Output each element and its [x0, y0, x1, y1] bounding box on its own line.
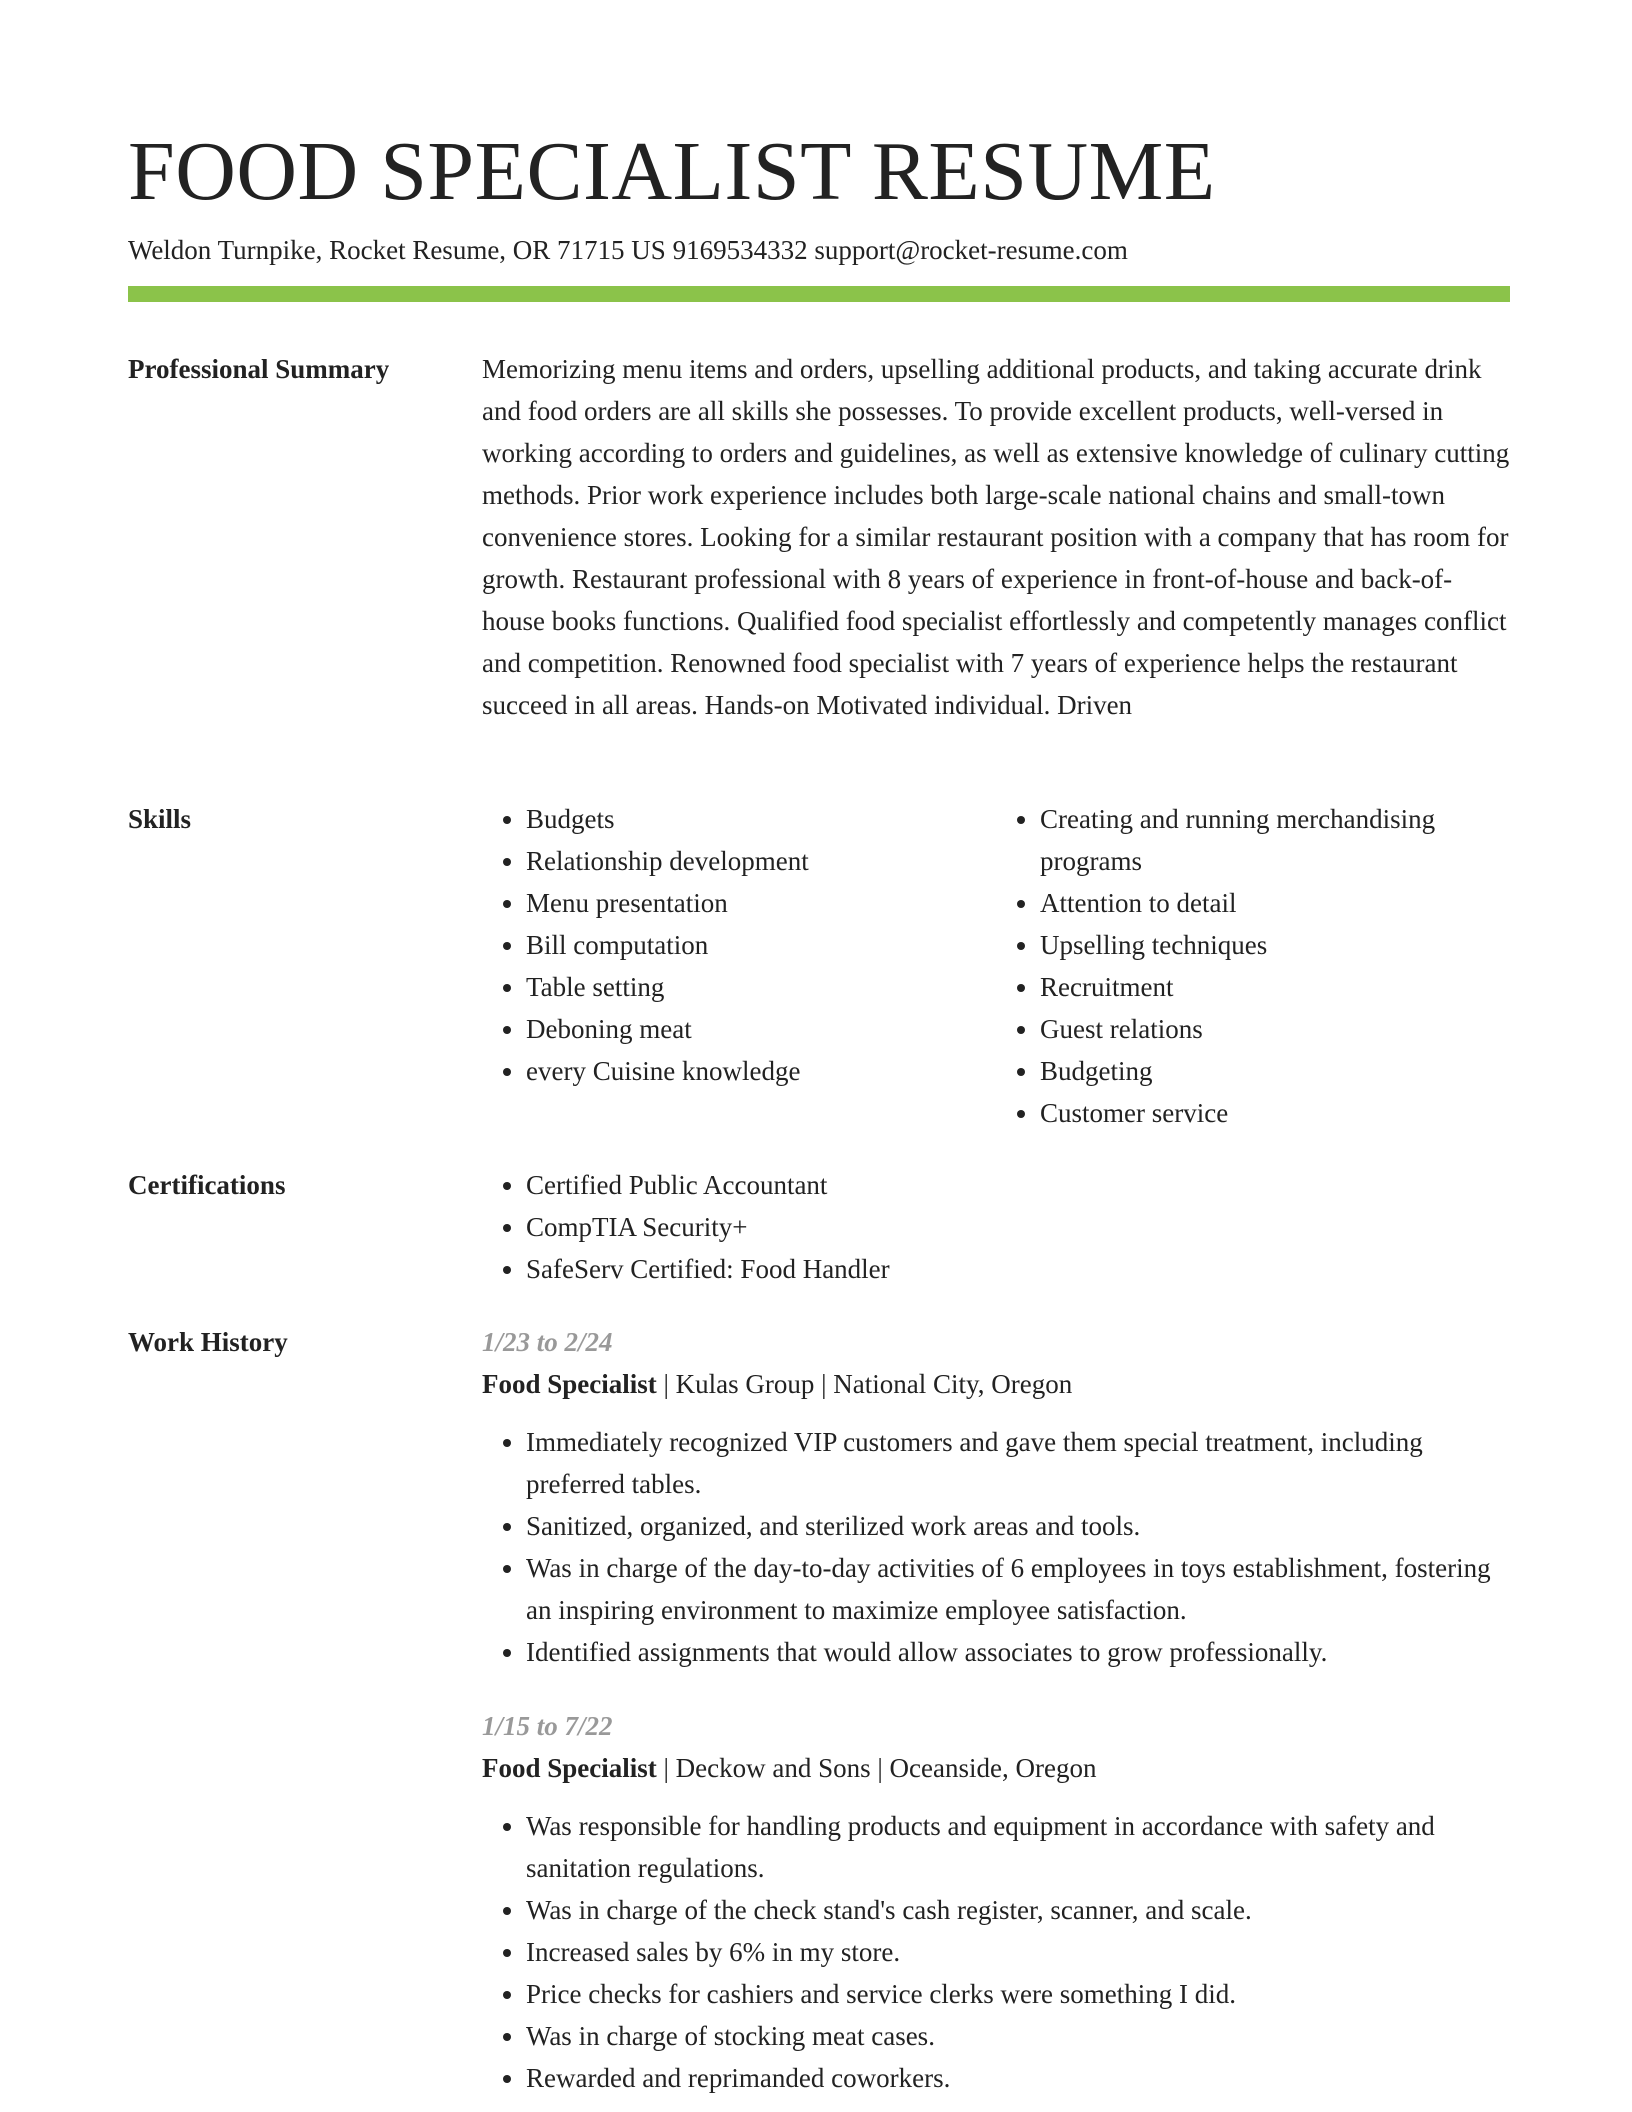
work-history-label: Work History: [128, 1327, 288, 1357]
certification-item: • CompTIA Security+: [526, 1206, 1510, 1248]
job-bullets: [482, 1805, 1510, 2099]
certification-item: • Certified Public Accountant: [526, 1164, 1510, 1206]
job-bullet: • Was in charge of the check stand's cash register, scanner, and scale.: [526, 1889, 1510, 1931]
job-bullet: • Was in charge of stocking meat cases.: [526, 2015, 1510, 2057]
skill-item: • Table setting: [526, 966, 996, 1008]
skills-list-right: [996, 798, 1510, 1134]
skill-item: • Deboning meat: [526, 1008, 996, 1050]
job-bullet: • Identified assignments that would allow associates to grow professionally.: [526, 1631, 1510, 1673]
work-history-body: [482, 1321, 1510, 2099]
job-entry: [482, 1705, 1510, 2099]
job-bullet: • Immediately recognized VIP customers and gave them special treatment, including preferred tables.: [526, 1421, 1510, 1505]
job-heading: [482, 1363, 1510, 1405]
summary-body: [482, 348, 1510, 726]
job-title: Food Specialist: [482, 1369, 657, 1399]
skill-item: • Budgeting: [1040, 1050, 1510, 1092]
skills-list-left: [482, 798, 996, 1134]
skill-item: • every Cuisine knowledge: [526, 1050, 996, 1092]
skill-item: • Customer service: [1040, 1092, 1510, 1134]
certifications-body: [482, 1164, 1510, 1290]
job-heading: [482, 1747, 1510, 1789]
job-bullet: • Was in charge of the day-to-day activities of 6 employees in toys establishment, fostering an inspiring environment to maximize employee satisfaction.: [526, 1547, 1510, 1631]
job-bullet: • Was responsible for handling products and equipment in accordance with safety and sanitation regulations.: [526, 1805, 1510, 1889]
job-bullet: • Sanitized, organized, and sterilized work areas and tools.: [526, 1505, 1510, 1547]
resume-title: FOOD SPECIALIST RESUME: [128, 125, 1216, 218]
skills-label: Skills: [128, 804, 192, 834]
header-divider: [128, 286, 1510, 302]
skills-columns: [482, 798, 1510, 1134]
job-bullet: • Rewarded and reprimanded coworkers.: [526, 2057, 1510, 2099]
skill-item: • Budgets: [526, 798, 996, 840]
job-entry: [482, 1321, 1510, 1673]
job-details: | Kulas Group | National City, Oregon: [656, 1369, 1073, 1399]
certifications-list: [482, 1164, 1510, 1290]
job-bullets: [482, 1421, 1510, 1673]
certifications-label: Certifications: [128, 1170, 286, 1200]
skill-item: • Recruitment: [1040, 966, 1510, 1008]
contact-line: Weldon Turnpike, Rocket Resume, OR 71715 US 9169534332 support@rocket-resume.com: [128, 235, 1128, 265]
skill-item: • Attention to detail: [1040, 882, 1510, 924]
job-details: | Deckow and Sons | Oceanside, Oregon: [656, 1753, 1097, 1783]
job-title: Food Specialist: [482, 1753, 657, 1783]
summary-text: Memorizing menu items and orders, upselling additional products, and taking accurate drink and food orders are all skills she possesses. To provide excellent products, well-versed in working according to orders and guidelines, as well as extensive knowledge of culinary cutting methods. Prior work experience includes both large-scale national chains and small-town convenience stores. Looking for a similar restaurant position with a company that has room for growth. Restaurant professional with 8 years of experience in front-of-house and back-of-house books functions. Qualified food specialist effortlessly and competently manages conflict and competition. Renowned food specialist with 7 years of experience helps the restaurant succeed in all areas. Hands-on Motivated individual. Driven: [482, 354, 1510, 720]
job-dates: 1/15 to 7/22: [482, 1711, 613, 1741]
skill-item: • Menu presentation: [526, 882, 996, 924]
summary-label: Professional Summary: [128, 354, 390, 384]
skill-item: • Bill computation: [526, 924, 996, 966]
certification-item: • SafeServ Certified: Food Handler: [526, 1248, 1510, 1290]
skill-item: • Relationship development: [526, 840, 996, 882]
skills-body: [482, 798, 1510, 1134]
skill-item: • Upselling techniques: [1040, 924, 1510, 966]
skill-item: • Creating and running merchandising programs: [1040, 798, 1510, 882]
skill-item: • Guest relations: [1040, 1008, 1510, 1050]
job-bullet: • Price checks for cashiers and service clerks were something I did.: [526, 1973, 1510, 2015]
job-bullet: • Increased sales by 6% in my store.: [526, 1931, 1510, 1973]
job-dates: 1/23 to 2/24: [482, 1327, 613, 1357]
